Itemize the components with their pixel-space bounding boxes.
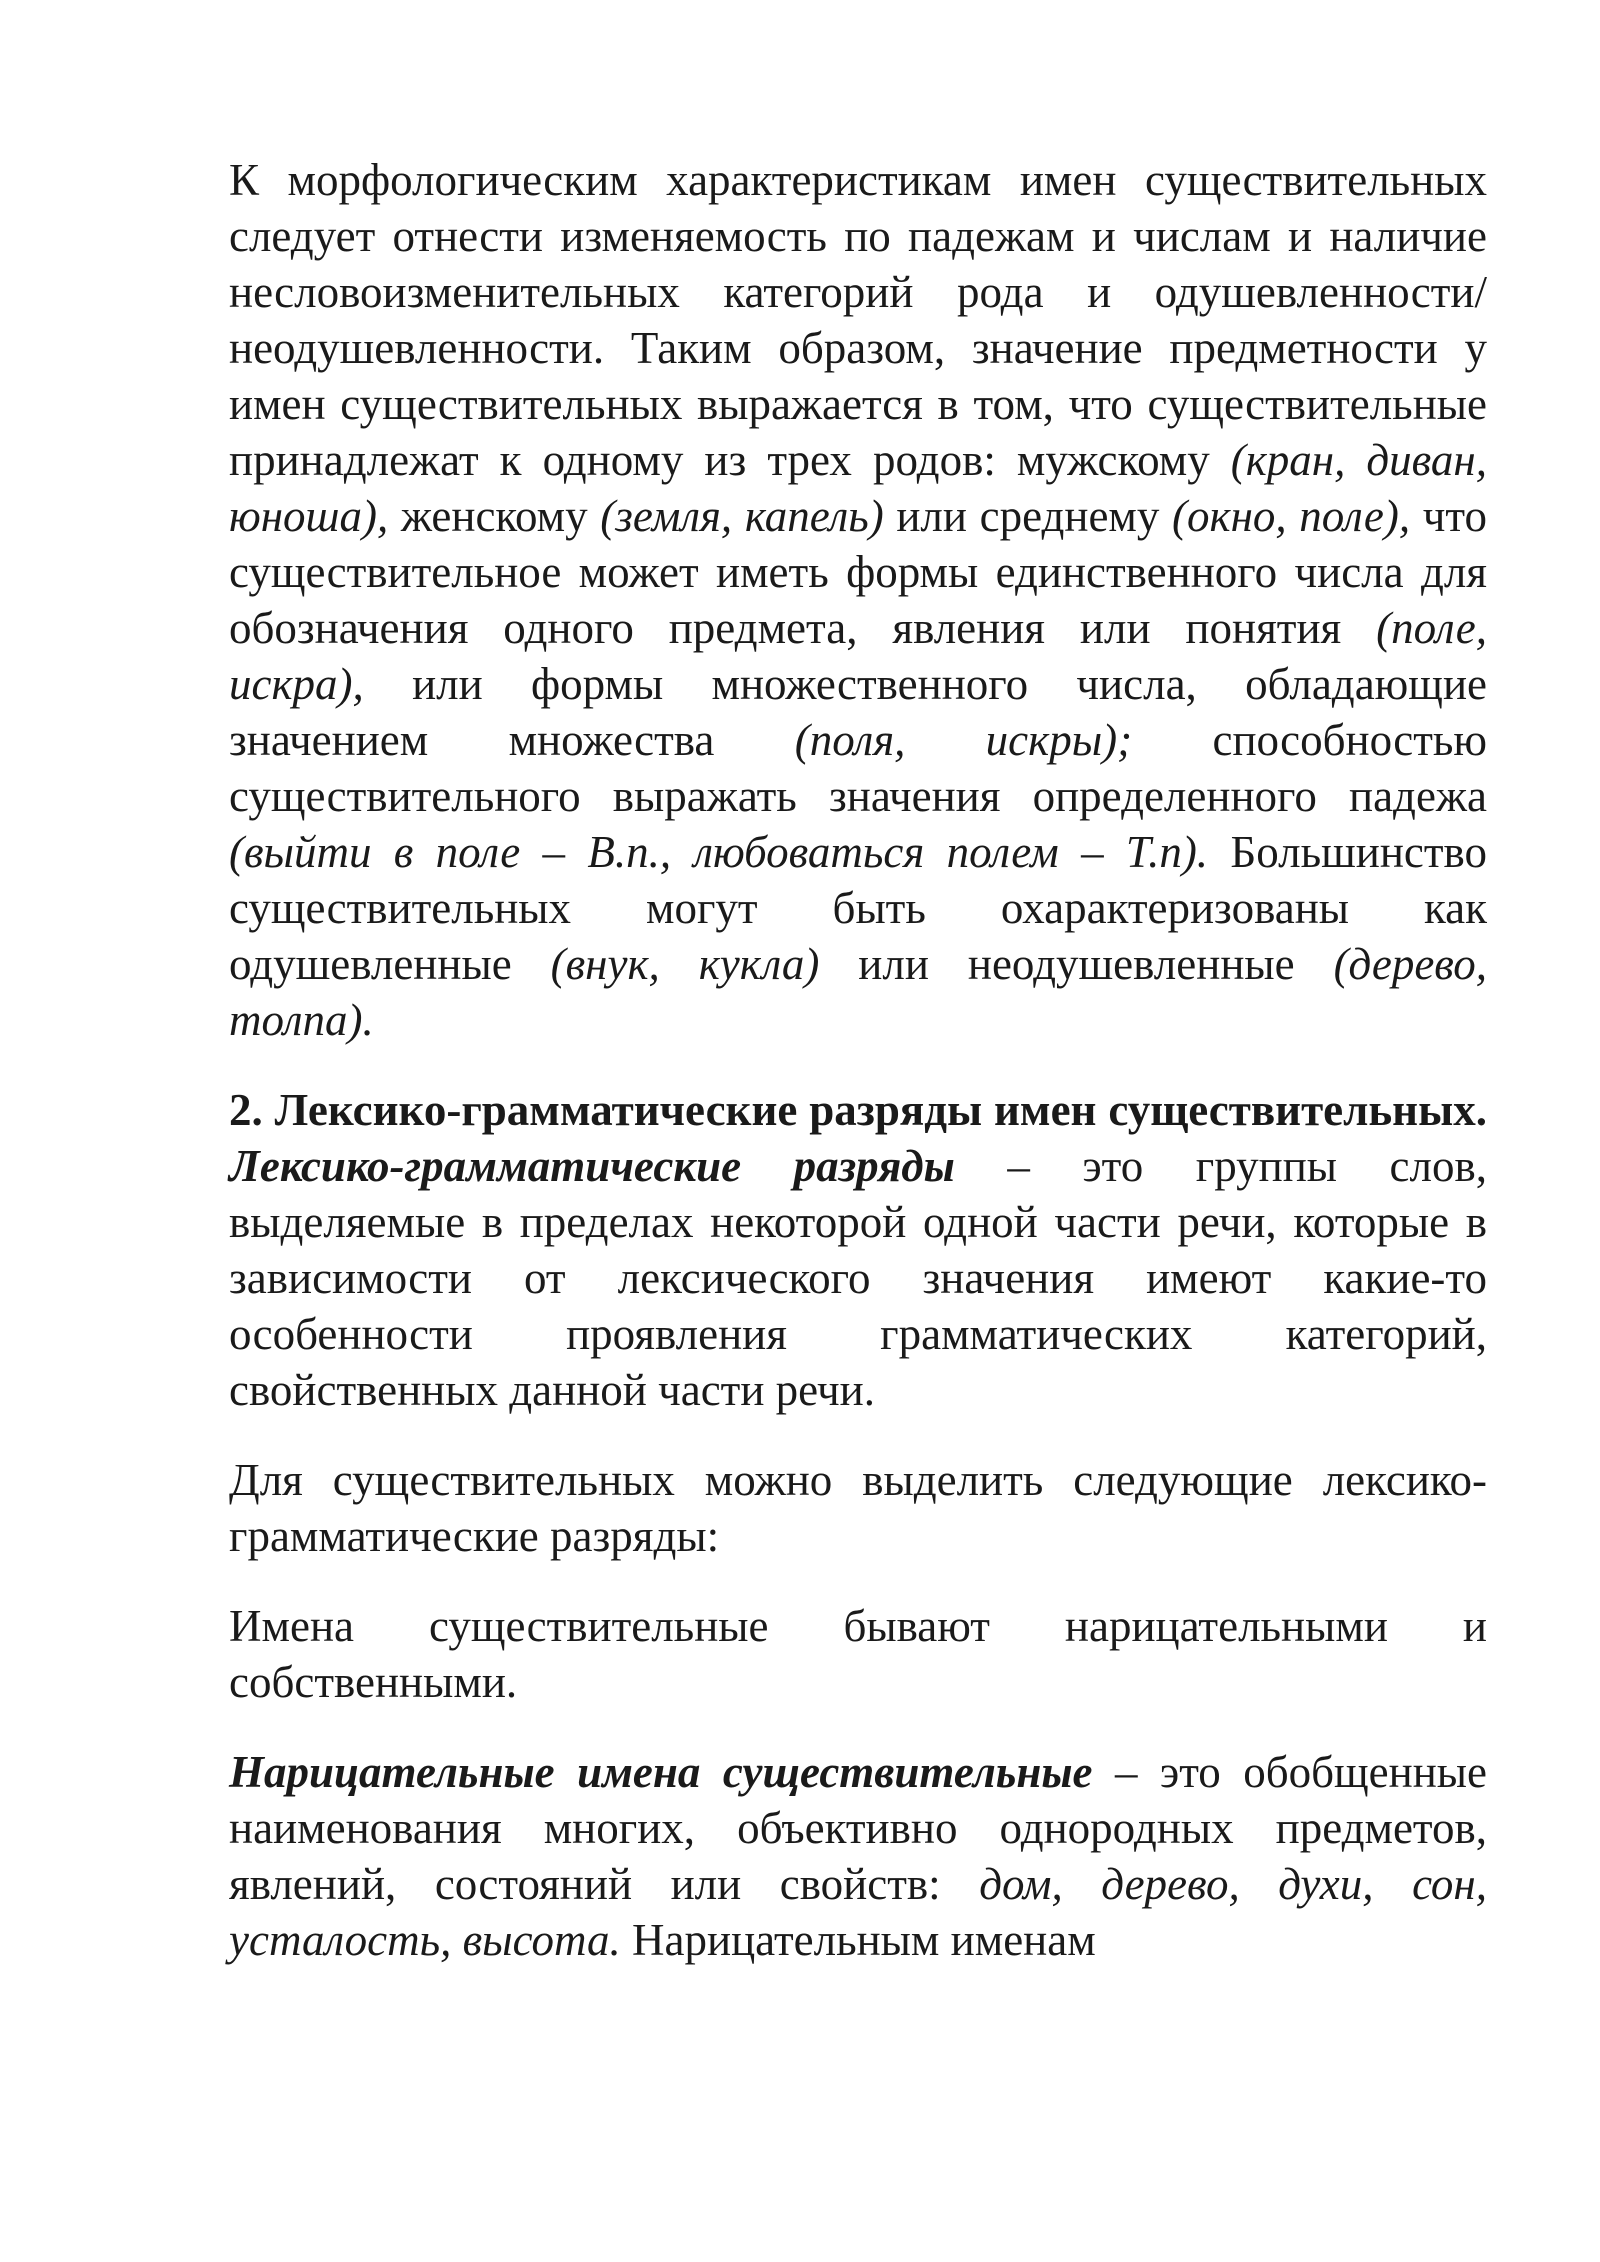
example-text: (выйти в поле – В.п., любоваться полем – Т.п). (229, 827, 1209, 877)
example-text: (внук, кукла) (550, 939, 820, 989)
example-text: (поле, искра), (229, 603, 1487, 709)
paragraph-text: К морфологическим характеристикам имен существительных следует отнести изменяемость по падежам и числам и наличие несловоизменительных категорий рода и одушевленности/неодушевленности. Таким образом, значение предметности у имен существительных выражается в том, что существительные принадлежат к одному из трех родов: мужскому (229, 155, 1487, 485)
example-text: (земля, капель) (600, 491, 884, 541)
paragraph-common-nouns (229, 1744, 1487, 1968)
paragraph-text: или среднему (883, 491, 1173, 541)
paragraph-text: или неодушевленные (819, 939, 1334, 989)
section-heading: 2. Лексико-грамматические разряды имен существительных. (229, 1085, 1487, 1135)
paragraph-text: что существительное может иметь формы единственного числа для обозначения одного предмета, явления или понятия (229, 491, 1487, 653)
paragraph-categories-intro: Для существительных можно выделить следующие лексико-грамматические разряды: (229, 1455, 1487, 1561)
defined-term: Нарицательные имена существительные (229, 1747, 1093, 1797)
paragraph-lexico-grammatical (229, 1082, 1487, 1418)
paragraph-text: или формы множественного числа, обладающие значением множества (229, 659, 1487, 765)
example-text: (кран, диван, юноша), (229, 435, 1487, 541)
example-text: (поля, искры); (794, 715, 1133, 765)
paragraph-text: женскому (388, 491, 601, 541)
paragraph-text: способностью существительного выражать значения определенного падежа (229, 715, 1488, 821)
example-text: дом, дерево, духи, сон, усталость, высота. (229, 1859, 1487, 1965)
paragraph-text: – это группы слов, выделяемые в пределах некоторой одной части речи, которые в зависимости от лексического значения имеют какие-то особенности проявления грамматических категорий, свойственных данной части речи. (229, 1141, 1487, 1415)
paragraph-text: – это обобщенные наименования многих, объективно однородных предметов, явлений, состояний или свойств: (229, 1747, 1487, 1909)
paragraph-text: Нарицательным именам (620, 1915, 1096, 1965)
document-page (229, 152, 1487, 1968)
example-text: (дерево, толпа). (229, 939, 1487, 1045)
paragraph-common-proper: Имена существительные бывают нарицательными и собственными. (229, 1601, 1487, 1707)
paragraph-morphology (229, 152, 1487, 1048)
example-text: (окно, поле), (1172, 491, 1411, 541)
paragraph-text: Большинство существительных могут быть охарактеризованы как одушевленные (229, 827, 1487, 989)
defined-term: Лексико-грамматические разряды (229, 1141, 955, 1191)
